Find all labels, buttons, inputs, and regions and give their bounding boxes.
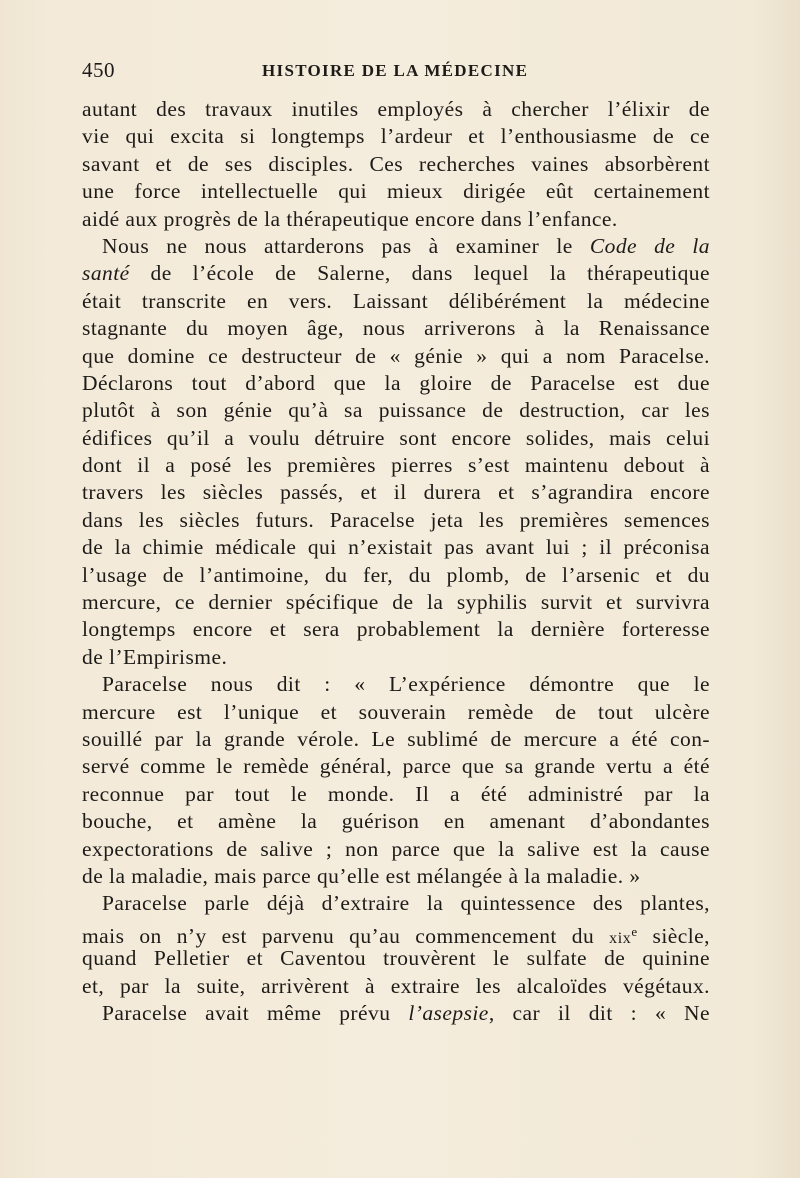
text-line: Paracelse parle déjà d’extraire la quintessence des plantes, <box>102 891 710 916</box>
text-run: Paracelse avait même prévu <box>102 1000 409 1025</box>
text-line: bouche, et amène la guérison en amenant d’abondantes <box>82 809 710 834</box>
century-numeral: xix <box>609 929 632 947</box>
text-line: vie qui excita si longtemps l’ardeur et l’enthousiasme de ce <box>82 124 710 149</box>
text-line <box>82 918 711 948</box>
italic-title: Code de la <box>589 233 710 258</box>
text-line: quand Pelletier et Caventou trouvèrent le sulfate de quinine <box>82 946 710 971</box>
text-line: l’usage de l’antimoine, du fer, du plomb, de l’arsenic et du <box>82 562 710 587</box>
text-run: , car il dit : « Ne <box>488 1000 711 1025</box>
page-header <box>82 58 712 88</box>
text-line: travers les siècles passés, et il durera et s’agrandira encore <box>82 480 710 505</box>
text-line: que domine ce destructeur de « génie » qui a nom Paracelse. <box>82 343 710 368</box>
superscript: e <box>631 923 638 939</box>
page-number: 450 <box>82 58 115 82</box>
text-line: était transcrite en vers. Laissant délibérément la médecine <box>82 288 710 313</box>
text-line: savant et de ses disciples. Ces recherches vaines absorbèrent <box>82 151 710 176</box>
text-line: stagnante du moyen âge, nous arriverons à la Renaissance <box>82 316 710 341</box>
text-line <box>82 260 710 287</box>
text-line: plutôt à son génie qu’à sa puissance de destruction, car les <box>82 398 710 423</box>
body-text <box>82 96 710 1027</box>
text-line: de la maladie, mais parce qu’elle est mélangée à la maladie. » <box>82 863 641 888</box>
text-line: et, par la suite, arrivèrent à extraire les alcaloïdes végétaux. <box>82 973 710 998</box>
text-line: mercure, ce dernier spécifique de la syphilis survit et survivra <box>82 590 710 615</box>
text-run: siècle, <box>637 923 711 948</box>
text-line: servé comme le remède général, parce que sa grande vertu a été <box>82 754 710 779</box>
text-line: longtemps encore et sera probablement la dernière forteresse <box>82 617 710 642</box>
text-line: de la chimie médicale qui n’existait pas avant lui ; il préconisa <box>82 535 710 560</box>
text-line: Déclarons tout d’abord que la gloire de Paracelse est due <box>82 370 710 395</box>
running-title: HISTOIRE DE LA MÉDECINE <box>262 61 529 80</box>
text-line: aidé aux progrès de la thérapeutique encore dans l’enfance. <box>82 206 618 231</box>
text-run: de l’école de Salerne, dans lequel la thérapeutique <box>129 261 710 286</box>
text-line <box>82 233 710 260</box>
text-line: une force intellectuelle qui mieux dirigée eût certainement <box>82 179 710 204</box>
text-run: mais on n’y est parvenu qu’au commencement du <box>82 923 610 948</box>
text-line: autant des travaux inutiles employés à chercher l’élixir de <box>82 97 710 121</box>
italic-term: l’asepsie <box>408 1000 489 1025</box>
text-line <box>82 1000 710 1027</box>
text-run: Nous ne nous attarderons pas à examiner le <box>102 233 590 258</box>
text-line: édifices qu’il a voulu détruire sont encore solides, mais celui <box>82 425 710 450</box>
text-line: Paracelse nous dit : « L’expérience démontre que le <box>102 672 710 697</box>
text-line: dans les siècles futurs. Paracelse jeta les premières semences <box>82 507 710 532</box>
text-line: expectorations de salive ; non parce que la salive est la cause <box>82 836 710 861</box>
text-line: souillé par la grande vérole. Le sublimé de mercure a été con- <box>82 726 710 751</box>
italic-title: santé <box>82 261 130 286</box>
text-line: mercure est l’unique et souverain remède de tout ulcère <box>82 699 710 724</box>
text-line: dont il a posé les premières pierres s’est maintenu debout à <box>82 453 710 478</box>
text-line: de l’Empirisme. <box>82 644 228 669</box>
text-line: reconnue par tout le monde. Il a été administré par la <box>82 781 710 806</box>
